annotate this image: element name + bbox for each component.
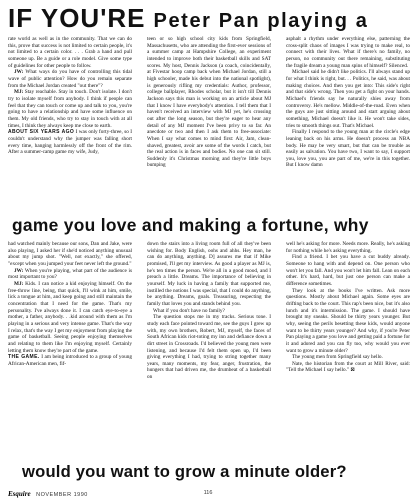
- paragraph-text: Michael said he didn't like politics. I'll always stand up for what I think is right, but. . . Politics, he said, was about making choices. And then you get into: This side's right and that side's wrong. Then you get a fight on your hands. Michael's friends say he naturally shies away from controversy. He's mellow. Middle-of-the-road. Even when the guys are just sitting around and start arguing about something, Michael doesn't like it. He won't take sides, tries to smooth things out. That's Michael.: [286, 69, 410, 129]
- paragraph: [8, 354, 132, 367]
- top-columns: [8, 36, 410, 218]
- paragraph-text: I was only forty-three, so I couldn't understand why the jumper was falling short every time, hanging harmlessly off the front of the rim. After a summer-camp game my wife, Judy,: [8, 129, 132, 156]
- section-lead: THE GAME.: [8, 354, 40, 361]
- page-number: 116: [203, 490, 213, 496]
- text-column: [147, 36, 271, 218]
- paragraph: [147, 308, 271, 315]
- paragraph: [8, 36, 132, 69]
- paragraph-text: When you're playing, what part of the audience is most important to you?: [8, 267, 132, 281]
- text-column: [286, 36, 410, 218]
- paragraph: [8, 241, 132, 268]
- paragraph: [147, 241, 271, 308]
- paragraph: [286, 36, 410, 69]
- headline: [8, 3, 368, 34]
- paragraph: [286, 241, 410, 254]
- paragraph-text: Finally I respond to the young man at the circle's edge leaning back on his arms. He doesn't process an NBA body. He may be very smart, but that can be trouble as easily as salvation. You have two, I want to say, I support you, love you, you are part of me, we're in this together. But I know damn: [286, 129, 410, 169]
- paragraph-text: What ways do you have of controlling this tidal wave of public attention? How do you remain separate from the Michael Jordan created "out there"?: [8, 69, 132, 89]
- speaker-label: MJ:: [14, 280, 24, 287]
- text-column: [147, 241, 271, 477]
- paragraph: [8, 69, 132, 89]
- paragraph: [147, 36, 271, 169]
- section-lead: ABOUT SIX YEARS AGO: [8, 129, 75, 136]
- paragraph: [8, 281, 132, 354]
- paragraph: [286, 288, 410, 355]
- paragraph-text: What if you don't have no family?: [153, 307, 225, 314]
- page-footer: [8, 490, 408, 498]
- paragraph-text: Nate, the historian from the court at Mill River, said: "Tell the Michael I say hello." ⊠: [286, 360, 410, 374]
- middle-headline: game you love and making a fortune, why: [12, 215, 369, 235]
- speaker-label: MJ:: [14, 89, 24, 96]
- paragraph: [286, 254, 410, 287]
- paragraph-text: Kids. I can notice a kid enjoying himself. On the free-throw line, being, that quick, I'll wink at him, smile, lick a tongue at him, and keep going and still maintain the concentration that I need for the game. That's my personality. I've always done it. I can catch eye-to-eye a mother, a father, anybody. . .kid around with them as I'm playing in a serious and very intense game. That's the way I relax, that's the way I get my enjoyment from playing the game of basketball. Seeing people enjoying themselves and relating to them like I'm enjoying myself. Certainly letting them know they're part of the game.: [8, 280, 132, 354]
- issue-date: NOVEMBER 1990: [36, 492, 88, 498]
- paragraph-text: rate world as well as in the community. That we can do this, prove that success is not limited to certain people, it's not limited to a certain color. . . . Grab a hand and pull someone up. Be a guide or a role model. Give some type of guidelines for other people to follow.: [8, 36, 132, 69]
- paragraph-text: down the stairs into a living room full of all they've been wishing for. Body English, oohs and ahhs. Hey man, he can do anything, anything. D] assures me that if Mike promised, I'll get my interview. As good a player as MJ is, he's ten times the person. We're all in a good mood, and I preach a little. Dreams. The importance of believing in yourself. My luck in having a family that supported me, instilled the notions I was special, that I could do anything, be anything. Dreams, goals. Treasuring, respecting the family that loves you and stands behind you.: [147, 241, 271, 307]
- paragraph-text: The young men from Springfield say hello.: [292, 354, 383, 361]
- paragraph-text: They look at the books I've written. Ask more questions. Mostly about Michael again. Some eyes are drifting back to the court. This rap's been nice, but it's also lunch and it's intermission. The game. I should have brought my sneaks. Should be thirty years younger. But why, seeing the perils besetting these kids, would anyone want to be thirty years younger? And why, if you're Peter Pan playing a game you love and getting paid a fortune for it and adored and you can fly too, why would you ever want to grow a minute older?: [286, 287, 410, 354]
- paragraph-text: had watched mainly because our sons, Dan and Jake, were also playing, I asked her if she'd noticed anything unusual about my jump shot. "Well, not exactly," she offered, "except when you jumped your feet never left the ground.": [8, 241, 132, 267]
- paragraph-text: The question stops me in my tracks. Serious tone. I study each face pointed toward me, see the guys I grew up with, my own brothers, Robert, MJ, myself, the faces of South African kids riot-toting my inn and defiance down a dirt street in Crossroads. I'd believed the young men were listening, and because I'd felt them open up, I'd been giving everything I had, trying to string together many years, many moments, my fear, anger, frustration, the hungers that had driven me, the drumbeat of a basketball on: [147, 314, 271, 381]
- bottom-headline: would you want to grow a minute older?: [22, 462, 347, 481]
- text-column: [8, 241, 132, 477]
- paragraph: [8, 129, 132, 156]
- paragraph: [8, 268, 132, 281]
- paragraph: [286, 354, 410, 361]
- paragraph: [8, 89, 132, 129]
- text-column: [286, 241, 410, 477]
- paragraph: [286, 69, 410, 129]
- paragraph: [147, 314, 271, 381]
- text-column: [8, 36, 132, 218]
- paragraph-text: Stay reachable. Stay in touch. Don't isolate. I don't try to isolate myself from anybody. I think if people can feel that they can touch or come up and talk to you, you're going to have a relationship and have some influence on them. My old friends, who try to stay in touch with at all times, I think they always keep me close to earth.: [8, 89, 132, 129]
- paragraph-text: asphalt a rhythm under everything else, patterning the cross-split chaos of images I was trying to make real, to connect with their lives. What if there's no family, no person, no community out there remaining, substituting the fragile dream a young man spins of himself? Silenced.: [286, 36, 410, 69]
- paragraph-text: I am being introduced to a group of young African-American men, fif-: [8, 354, 132, 367]
- paragraph-text: teen or so high school city kids from Springfield, Massachusetts, who are attending the first-ever sessions of a summer camp at Hampshire College, an experiment intended to improve both their basketball skills and SAT scores. My host, Dennis Jackson (a coach, coincidentally, at Fivestar hoop camp back when Michael Jordan, still a high schooler, made his debut into the national spotlight), is generously rifling my credentials: Author, professor, college ballplayer, Rhodes scholar, but it isn't till Dennis Jackson says this man is working on an article about MJ that I know I have everybody's attention. I tell them that I haven't received an interview with MJ yet, he's crossing out after the long season, but they're eager to hear any detail of any MJ moment I've been privy to so far. An anecdote or two and then I ask them to free-associate: When I say what comes to mind first: Air, Jam, clean-shaved, greatest, avoir are some of the words I catch, but the real action is in faces and bodies. No one can sit still. Suddenly it's Christmas morning and they're little boys bumping: [147, 36, 271, 169]
- speaker-label: JW:: [14, 69, 24, 76]
- paragraph-text: well he's asking for more. Needs more. Really, he's asking for nothing while he's asking everything.: [286, 241, 410, 254]
- magazine-logo: Esquire: [8, 490, 31, 498]
- headline-rest: Peter Pan playing a: [153, 10, 369, 32]
- paragraph: [286, 129, 410, 169]
- speaker-label: JW:: [14, 267, 24, 274]
- bottom-columns: [8, 241, 410, 477]
- paragraph-text: Find a friend. I bet you have a cut buddy already. Someone to hang with and depend on. One person who won't let you fall. And you won't let him fall. Lean on each other. It's hard, hard, but just one person can make a difference sometimes.: [286, 254, 410, 287]
- paragraph: [286, 361, 410, 374]
- headline-first: IF YOU'RE: [8, 3, 146, 33]
